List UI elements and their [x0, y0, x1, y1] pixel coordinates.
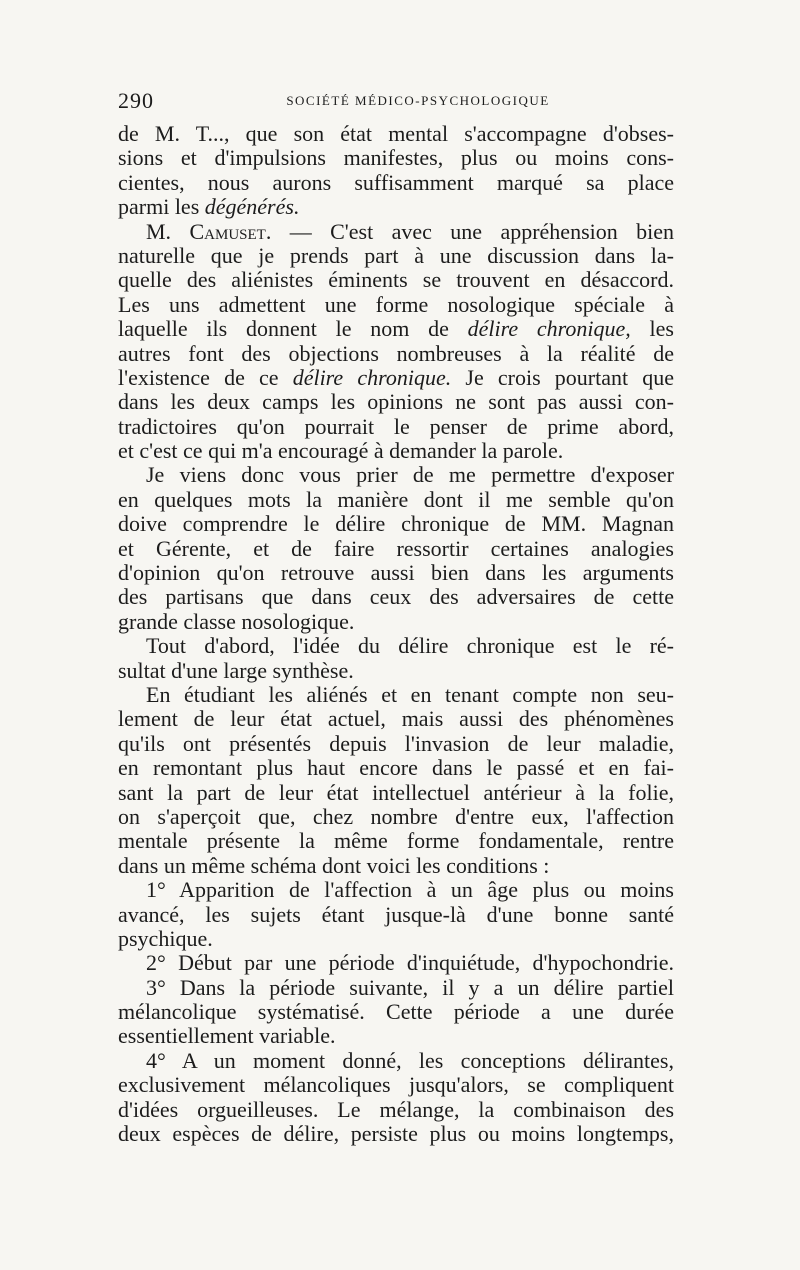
running-title: SOCIÉTÉ MÉDICO-PSYCHOLOGIQUE — [286, 93, 550, 108]
text-line: lement de leur état actuel, mais aussi des phénomènes — [118, 706, 674, 732]
text-line: et c'est ce qui m'a encouragé à demander la parole. — [118, 438, 564, 464]
text-line: 3° Dans la période suivante, il y a un délire partiel — [146, 974, 674, 1000]
text-line: Tout d'abord, l'idée du délire chronique est le ré- — [146, 633, 674, 659]
text-line: qu'ils ont présentés depuis l'invasion de leur maladie, — [118, 730, 674, 756]
text-line: autres font des objections nombreuses à la réalité de — [118, 340, 674, 366]
text-line: et Gérente, et de faire ressortir certaines analogies — [118, 535, 674, 561]
text-line: 1° Apparition de l'affection à un âge plus ou moins — [146, 877, 674, 903]
text-line: des partisans que dans ceux des adversaires de cette — [118, 584, 674, 610]
text-line: Les uns admettent une forme nosologique spéciale à — [118, 291, 674, 317]
text-line: mentale présente la même forme fondamentale, rentre — [118, 828, 674, 854]
text-line: doive comprendre le délire chronique de MM. Magnan — [118, 511, 674, 537]
text-line: en remontant plus haut encore dans le passé et en fai- — [118, 755, 674, 781]
text-line: sultat d'une large synthèse. — [118, 657, 354, 683]
text-line: Je viens donc vous prier de me permettre d'exposer — [146, 462, 674, 488]
text-line — [118, 220, 674, 244]
text-line: deux espèces de délire, persiste plus ou moins longtemps, — [118, 1121, 674, 1147]
text-span: les — [649, 316, 674, 342]
page-number: 290 — [118, 88, 154, 113]
text-line: d'idées orgueilleuses. Le mélange, la combinaison des — [118, 1096, 674, 1122]
text-line: mélancolique systématisé. Cette période a une durée — [118, 999, 674, 1025]
text-line: quelle des aliénistes éminents se trouvent en désaccord. — [118, 267, 674, 293]
text-line — [118, 195, 674, 219]
text-span: parmi les — [118, 194, 200, 220]
text-line: de M. T..., que son état mental s'accompagne d'obses- — [118, 121, 674, 146]
text-line — [118, 366, 674, 390]
text-span: l'existence de ce — [118, 364, 279, 390]
italic-term: dégénérés. — [204, 194, 300, 220]
text-line: En étudiant les aliénés et en tenant compte non seu- — [146, 681, 674, 707]
text-line: sions et d'impulsions manifestes, plus ou moins cons- — [118, 145, 674, 171]
text-line: en quelques mots la manière dont il me semble qu'on — [118, 486, 674, 512]
text-line: dans un même schéma dont voici les conditions : — [118, 852, 550, 878]
text-line: naturelle que je prends part à une discussion dans la- — [118, 242, 674, 268]
text-line: essentiellement variable. — [118, 1023, 336, 1049]
text-line: psychique. — [118, 925, 213, 951]
text-line: grande classe nosologique. — [118, 608, 355, 634]
text-line: 4° A un moment donné, les conceptions délirantes, — [146, 1047, 674, 1073]
text-span: Je crois pourtant que — [465, 364, 675, 390]
italic-term: délire chronique. — [292, 364, 452, 390]
text-line: avancé, les sujets étant jusque-là d'une bonne santé — [118, 901, 674, 927]
text-line — [118, 317, 674, 341]
text-line: dans les deux camps les opinions ne sont pas aussi con- — [118, 389, 674, 415]
italic-term: délire chronique, — [467, 316, 631, 342]
text-span: laquelle ils donnent le nom de — [118, 316, 449, 342]
text-line: on s'aperçoit que, chez nombre d'entre eux, l'affection — [118, 803, 674, 829]
text-span: — C'est avec une appréhension bien — [289, 218, 675, 244]
text-line: exclusivement mélancoliques jusqu'alors, se compliquent — [118, 1072, 674, 1098]
body-text — [118, 122, 674, 1146]
text-line: 2° Début par une période d'inquiétude, d'hypochondrie. — [146, 950, 674, 976]
text-line: sant la part de leur état intellectuel antérieur à la folie, — [118, 779, 674, 805]
page-header — [118, 88, 678, 118]
text-line: d'opinion qu'on retrouve aussi bien dans les arguments — [118, 560, 674, 586]
speaker-prefix: M. — [146, 218, 172, 244]
text-line: cientes, nous aurons suffisamment marqué sa place — [118, 169, 674, 195]
speaker-name: Camuset. — [189, 218, 272, 244]
text-line: tradictoires qu'on pourrait le penser de prime abord, — [118, 413, 674, 439]
